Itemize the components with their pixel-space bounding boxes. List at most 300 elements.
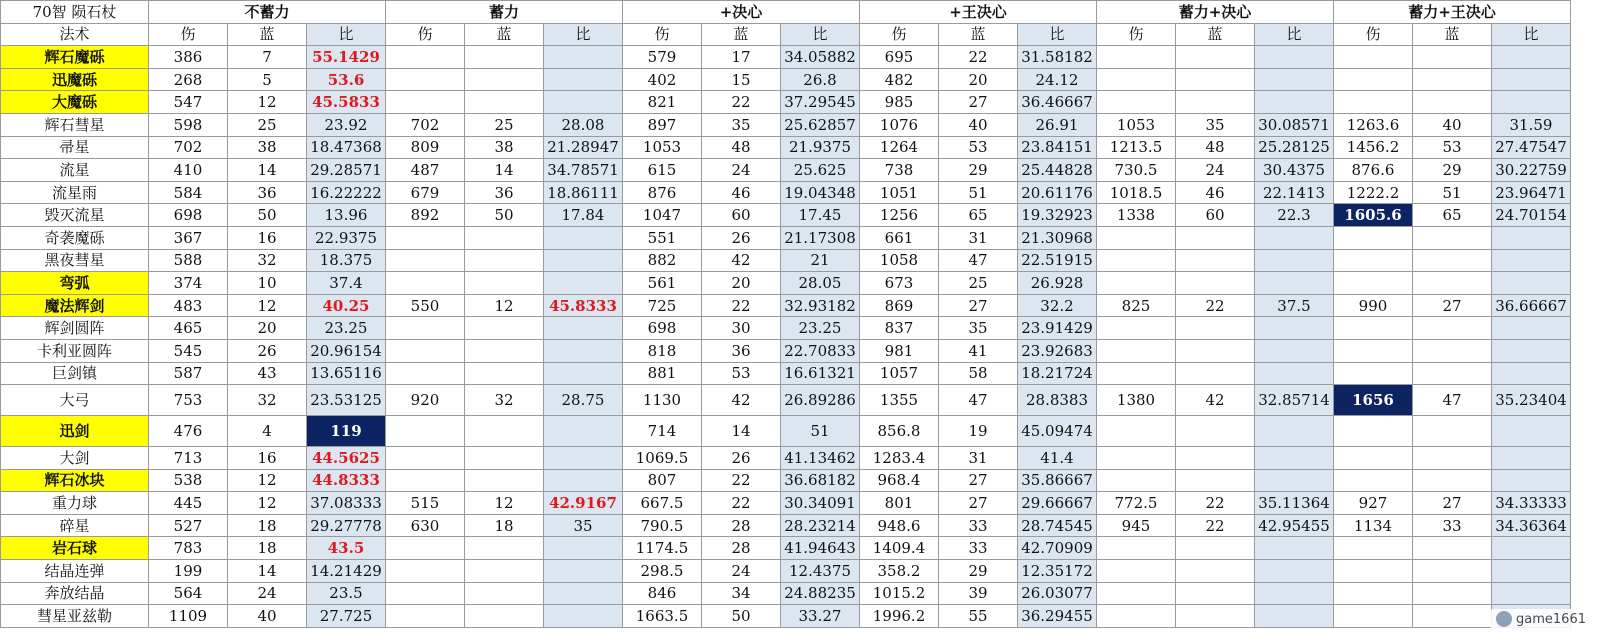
damage-cell: 298.5: [623, 560, 702, 583]
ratio-cell: 43.5: [307, 537, 386, 560]
ratio-cell: 17.45: [781, 204, 860, 227]
ratio-cell: [1255, 362, 1334, 385]
damage-cell: 1018.5: [1097, 181, 1176, 204]
mana-cell: 16: [228, 226, 307, 249]
ratio-cell: 19.32923: [1018, 204, 1097, 227]
damage-cell: 545: [149, 339, 228, 362]
mana-cell: 46: [702, 181, 781, 204]
mana-cell: 12: [228, 469, 307, 492]
damage-cell: 981: [860, 339, 939, 362]
damage-cell: 1174.5: [623, 537, 702, 560]
mana-cell: 60: [1176, 204, 1255, 227]
damage-cell: 515: [386, 492, 465, 515]
mana-cell: [465, 226, 544, 249]
damage-cell: 1663.5: [623, 605, 702, 628]
damage-cell: 753: [149, 385, 228, 416]
damage-cell: [1097, 91, 1176, 114]
ratio-cell: 25.62857: [781, 113, 860, 136]
ratio-cell: [544, 469, 623, 492]
table-row: [1, 385, 1571, 416]
mana-cell: 28: [702, 514, 781, 537]
ratio-cell: 40.25: [307, 294, 386, 317]
group-header: 蓄力+王决心: [1334, 1, 1571, 24]
ratio-cell: 23.96471: [1492, 181, 1571, 204]
mana-cell: 29: [939, 560, 1018, 583]
ratio-cell: 45.8333: [544, 294, 623, 317]
ratio-cell: 22.51915: [1018, 249, 1097, 272]
subcolumn-header: 蓝: [1176, 23, 1255, 46]
damage-cell: 1355: [860, 385, 939, 416]
ratio-cell: 34.33333: [1492, 492, 1571, 515]
mana-cell: 41: [939, 339, 1018, 362]
ratio-cell: 19.04348: [781, 181, 860, 204]
ratio-cell: 20.96154: [307, 339, 386, 362]
group-header: 不蓄力: [149, 1, 386, 24]
ratio-cell: 13.65116: [307, 362, 386, 385]
damage-cell: [386, 447, 465, 470]
damage-cell: 1053: [1097, 113, 1176, 136]
damage-cell: 1283.4: [860, 447, 939, 470]
spell-name: 彗星亚兹勒: [1, 605, 149, 628]
damage-cell: [1334, 68, 1413, 91]
subcolumn-header: 蓝: [465, 23, 544, 46]
damage-cell: 1076: [860, 113, 939, 136]
mana-cell: 65: [1413, 204, 1492, 227]
ratio-cell: 17.84: [544, 204, 623, 227]
ratio-cell: 44.5625: [307, 447, 386, 470]
ratio-cell: 24.88235: [781, 582, 860, 605]
table-row: [1, 226, 1571, 249]
ratio-cell: [1492, 560, 1571, 583]
ratio-cell: [1492, 68, 1571, 91]
mana-cell: [1413, 91, 1492, 114]
ratio-cell: 26.928: [1018, 272, 1097, 295]
mana-cell: [1413, 362, 1492, 385]
ratio-cell: 21.17308: [781, 226, 860, 249]
ratio-cell: 21: [781, 249, 860, 272]
mana-cell: [1176, 249, 1255, 272]
group-header: 蓄力+决心: [1097, 1, 1334, 24]
table-row: [1, 605, 1571, 628]
damage-cell: 584: [149, 181, 228, 204]
mana-cell: 16: [228, 447, 307, 470]
mana-cell: [1176, 317, 1255, 340]
watermark-logo-icon: [1496, 611, 1512, 627]
damage-cell: 807: [623, 469, 702, 492]
damage-cell: 772.5: [1097, 492, 1176, 515]
ratio-cell: 28.05: [781, 272, 860, 295]
mana-cell: [1413, 605, 1492, 628]
mana-cell: [465, 362, 544, 385]
damage-cell: 615: [623, 159, 702, 182]
mana-cell: 53: [702, 362, 781, 385]
damage-cell: [1334, 339, 1413, 362]
mana-cell: 36: [702, 339, 781, 362]
mana-cell: 40: [939, 113, 1018, 136]
mana-cell: 12: [228, 492, 307, 515]
damage-cell: 1996.2: [860, 605, 939, 628]
mana-cell: [1176, 272, 1255, 295]
ratio-cell: 25.28125: [1255, 136, 1334, 159]
mana-cell: [1413, 272, 1492, 295]
mana-cell: 22: [1176, 492, 1255, 515]
ratio-cell: 28.23214: [781, 514, 860, 537]
damage-cell: 783: [149, 537, 228, 560]
damage-cell: 483: [149, 294, 228, 317]
ratio-cell: 32.85714: [1255, 385, 1334, 416]
damage-cell: 476: [149, 416, 228, 447]
table-row: [1, 339, 1571, 362]
damage-cell: [386, 46, 465, 69]
table-row: [1, 560, 1571, 583]
subcolumn-header: 蓝: [939, 23, 1018, 46]
table-row: [1, 136, 1571, 159]
damage-cell: [1334, 469, 1413, 492]
table-row: [1, 159, 1571, 182]
ratio-cell: [1492, 416, 1571, 447]
mana-cell: 20: [228, 317, 307, 340]
damage-cell: [386, 272, 465, 295]
damage-cell: [386, 91, 465, 114]
spell-name: 辉石魔砾: [1, 46, 149, 69]
mana-cell: 51: [1413, 181, 1492, 204]
ratio-cell: [1492, 249, 1571, 272]
ratio-cell: 28.8383: [1018, 385, 1097, 416]
mana-cell: 10: [228, 272, 307, 295]
damage-cell: 673: [860, 272, 939, 295]
mana-cell: [1176, 339, 1255, 362]
mana-cell: 22: [1176, 514, 1255, 537]
ratio-cell: 45.5833: [307, 91, 386, 114]
damage-cell: 927: [1334, 492, 1413, 515]
mana-cell: 55: [939, 605, 1018, 628]
ratio-cell: [1492, 226, 1571, 249]
mana-cell: 25: [465, 113, 544, 136]
mana-cell: [465, 416, 544, 447]
damage-cell: [1097, 362, 1176, 385]
damage-cell: [386, 339, 465, 362]
ratio-cell: [1255, 226, 1334, 249]
ratio-cell: 26.03077: [1018, 582, 1097, 605]
mana-cell: 12: [465, 492, 544, 515]
ratio-cell: 16.22222: [307, 181, 386, 204]
damage-cell: [1334, 249, 1413, 272]
ratio-cell: 23.5: [307, 582, 386, 605]
mana-cell: [1413, 447, 1492, 470]
ratio-cell: [1492, 469, 1571, 492]
mana-cell: 27: [939, 492, 1018, 515]
damage-cell: 487: [386, 159, 465, 182]
damage-cell: 881: [623, 362, 702, 385]
spell-name: 碎星: [1, 514, 149, 537]
damage-cell: 790.5: [623, 514, 702, 537]
mana-cell: 27: [1413, 492, 1492, 515]
mana-cell: 25: [939, 272, 1018, 295]
spell-name: 黑夜彗星: [1, 249, 149, 272]
ratio-cell: 23.53125: [307, 385, 386, 416]
damage-cell: [386, 469, 465, 492]
mana-cell: 29: [1413, 159, 1492, 182]
ratio-cell: [1255, 249, 1334, 272]
mana-cell: [1176, 362, 1255, 385]
mana-cell: 12: [228, 91, 307, 114]
damage-cell: [1097, 46, 1176, 69]
ratio-cell: 29.28571: [307, 159, 386, 182]
damage-cell: 630: [386, 514, 465, 537]
ratio-cell: [544, 605, 623, 628]
ratio-cell: 35.23404: [1492, 385, 1571, 416]
ratio-cell: [1255, 272, 1334, 295]
ratio-cell: 36.66667: [1492, 294, 1571, 317]
watermark-text: game1661: [1516, 611, 1586, 627]
table-row: [1, 46, 1571, 69]
damage-cell: 1264: [860, 136, 939, 159]
mana-cell: 14: [702, 416, 781, 447]
ratio-cell: [1492, 339, 1571, 362]
damage-cell: 410: [149, 159, 228, 182]
ratio-cell: 31.58182: [1018, 46, 1097, 69]
ratio-cell: 12.35172: [1018, 560, 1097, 583]
ratio-cell: 45.09474: [1018, 416, 1097, 447]
damage-cell: 374: [149, 272, 228, 295]
table-row: [1, 362, 1571, 385]
ratio-cell: 28.74545: [1018, 514, 1097, 537]
mana-cell: 32: [465, 385, 544, 416]
mana-cell: [465, 582, 544, 605]
spell-column-header: 法术: [1, 23, 149, 46]
ratio-cell: 27.725: [307, 605, 386, 628]
damage-cell: [386, 582, 465, 605]
mana-cell: 24: [228, 582, 307, 605]
damage-cell: 702: [149, 136, 228, 159]
damage-cell: 825: [1097, 294, 1176, 317]
damage-cell: [1334, 362, 1413, 385]
damage-cell: 538: [149, 469, 228, 492]
mana-cell: 53: [939, 136, 1018, 159]
mana-cell: 22: [702, 91, 781, 114]
damage-cell: [1334, 605, 1413, 628]
damage-cell: 547: [149, 91, 228, 114]
spell-name: 重力球: [1, 492, 149, 515]
ratio-cell: [544, 447, 623, 470]
ratio-cell: 24.70154: [1492, 204, 1571, 227]
mana-cell: [465, 537, 544, 560]
ratio-cell: 18.21724: [1018, 362, 1097, 385]
ratio-cell: 18.86111: [544, 181, 623, 204]
mana-cell: [1176, 537, 1255, 560]
ratio-cell: 42.70909: [1018, 537, 1097, 560]
spell-name: 辉石冰块: [1, 469, 149, 492]
ratio-cell: 16.61321: [781, 362, 860, 385]
mana-cell: 27: [939, 294, 1018, 317]
damage-cell: 551: [623, 226, 702, 249]
ratio-cell: 35.11364: [1255, 492, 1334, 515]
ratio-cell: 27.47547: [1492, 136, 1571, 159]
damage-cell: [1097, 469, 1176, 492]
damage-cell: 1213.5: [1097, 136, 1176, 159]
damage-cell: [1097, 249, 1176, 272]
ratio-cell: [1492, 362, 1571, 385]
table-row: [1, 317, 1571, 340]
damage-cell: 199: [149, 560, 228, 583]
ratio-cell: [544, 339, 623, 362]
damage-cell: 1051: [860, 181, 939, 204]
mana-cell: [465, 469, 544, 492]
mana-cell: 26: [702, 447, 781, 470]
mana-cell: 22: [939, 46, 1018, 69]
mana-cell: [1176, 46, 1255, 69]
damage-cell: 695: [860, 46, 939, 69]
damage-cell: [1334, 46, 1413, 69]
damage-cell: 714: [623, 416, 702, 447]
mana-cell: [1176, 416, 1255, 447]
table-row: [1, 68, 1571, 91]
damage-cell: 358.2: [860, 560, 939, 583]
mana-cell: 36: [228, 181, 307, 204]
damage-cell: 821: [623, 91, 702, 114]
ratio-cell: 18.375: [307, 249, 386, 272]
ratio-cell: [1255, 46, 1334, 69]
mana-cell: 58: [939, 362, 1018, 385]
damage-cell: [1097, 317, 1176, 340]
mana-cell: [465, 272, 544, 295]
mana-cell: 31: [939, 226, 1018, 249]
damage-cell: [386, 226, 465, 249]
damage-cell: 846: [623, 582, 702, 605]
mana-cell: 48: [1176, 136, 1255, 159]
ratio-cell: 37.5: [1255, 294, 1334, 317]
ratio-cell: 36.68182: [781, 469, 860, 492]
ratio-cell: 44.8333: [307, 469, 386, 492]
damage-cell: [386, 537, 465, 560]
mana-cell: 50: [465, 204, 544, 227]
group-header: 蓄力: [386, 1, 623, 24]
ratio-cell: 32.93182: [781, 294, 860, 317]
spell-name: 弯弧: [1, 272, 149, 295]
mana-cell: 35: [702, 113, 781, 136]
ratio-cell: 23.92683: [1018, 339, 1097, 362]
subcolumn-header: 蓝: [228, 23, 307, 46]
ratio-cell: 28.75: [544, 385, 623, 416]
mana-cell: [1413, 469, 1492, 492]
ratio-cell: 29.27778: [307, 514, 386, 537]
mana-cell: 43: [228, 362, 307, 385]
mana-cell: 20: [939, 68, 1018, 91]
ratio-cell: [1255, 91, 1334, 114]
ratio-cell: 55.1429: [307, 46, 386, 69]
damage-cell: 1263.6: [1334, 113, 1413, 136]
mana-cell: 19: [939, 416, 1018, 447]
spell-name: 魔法辉剑: [1, 294, 149, 317]
ratio-cell: 24.12: [1018, 68, 1097, 91]
mana-cell: [1176, 605, 1255, 628]
ratio-cell: 30.34091: [781, 492, 860, 515]
damage-cell: 1656: [1334, 385, 1413, 416]
spell-name: 辉石彗星: [1, 113, 149, 136]
damage-cell: [1097, 447, 1176, 470]
subcolumn-header: 伤: [1334, 23, 1413, 46]
ratio-cell: 30.08571: [1255, 113, 1334, 136]
damage-cell: 598: [149, 113, 228, 136]
mana-cell: 33: [939, 514, 1018, 537]
table-row: [1, 113, 1571, 136]
table-row: [1, 469, 1571, 492]
mana-cell: 60: [702, 204, 781, 227]
watermark: [1490, 609, 1592, 629]
ratio-cell: 33.27: [781, 605, 860, 628]
mana-cell: 12: [465, 294, 544, 317]
damage-cell: [386, 362, 465, 385]
spell-name: 大剑: [1, 447, 149, 470]
damage-cell: [1097, 416, 1176, 447]
ratio-cell: 35.86667: [1018, 469, 1097, 492]
ratio-cell: [1255, 317, 1334, 340]
mana-cell: 31: [939, 447, 1018, 470]
mana-cell: 27: [939, 91, 1018, 114]
mana-cell: [1176, 447, 1255, 470]
mana-cell: [1413, 560, 1492, 583]
mana-cell: 38: [228, 136, 307, 159]
damage-cell: [386, 560, 465, 583]
damage-cell: [1334, 317, 1413, 340]
ratio-cell: 21.30968: [1018, 226, 1097, 249]
mana-cell: 39: [939, 582, 1018, 605]
damage-cell: 698: [623, 317, 702, 340]
ratio-cell: 26.91: [1018, 113, 1097, 136]
damage-cell: [386, 416, 465, 447]
damage-cell: 985: [860, 91, 939, 114]
spell-name: 结晶连弹: [1, 560, 149, 583]
damage-cell: [1334, 91, 1413, 114]
ratio-cell: [1492, 91, 1571, 114]
subcolumn-header: 比: [781, 23, 860, 46]
ratio-cell: [1492, 317, 1571, 340]
damage-cell: [1097, 68, 1176, 91]
ratio-cell: 37.4: [307, 272, 386, 295]
ratio-cell: 37.29545: [781, 91, 860, 114]
damage-cell: 1058: [860, 249, 939, 272]
table-row: [1, 537, 1571, 560]
group-header: +决心: [623, 1, 860, 24]
damage-cell: 702: [386, 113, 465, 136]
ratio-cell: [1255, 582, 1334, 605]
mana-cell: [465, 560, 544, 583]
damage-cell: 550: [386, 294, 465, 317]
ratio-cell: [1255, 68, 1334, 91]
subcolumn-header: 伤: [149, 23, 228, 46]
damage-cell: [386, 605, 465, 628]
group-header: +王决心: [860, 1, 1097, 24]
spell-name: 大魔砾: [1, 91, 149, 114]
ratio-cell: 22.1413: [1255, 181, 1334, 204]
ratio-cell: [1492, 272, 1571, 295]
mana-cell: [465, 447, 544, 470]
ratio-cell: [544, 272, 623, 295]
damage-cell: [1334, 416, 1413, 447]
corner-title: 70智 陨石杖: [1, 1, 149, 24]
damage-cell: 1338: [1097, 204, 1176, 227]
mana-cell: [1176, 582, 1255, 605]
mana-cell: 14: [465, 159, 544, 182]
ratio-cell: [1492, 46, 1571, 69]
damage-cell: 801: [860, 492, 939, 515]
ratio-cell: 25.44828: [1018, 159, 1097, 182]
damage-cell: [1334, 272, 1413, 295]
mana-cell: 50: [702, 605, 781, 628]
mana-cell: [1413, 249, 1492, 272]
mana-cell: 22: [702, 492, 781, 515]
ratio-cell: [544, 46, 623, 69]
